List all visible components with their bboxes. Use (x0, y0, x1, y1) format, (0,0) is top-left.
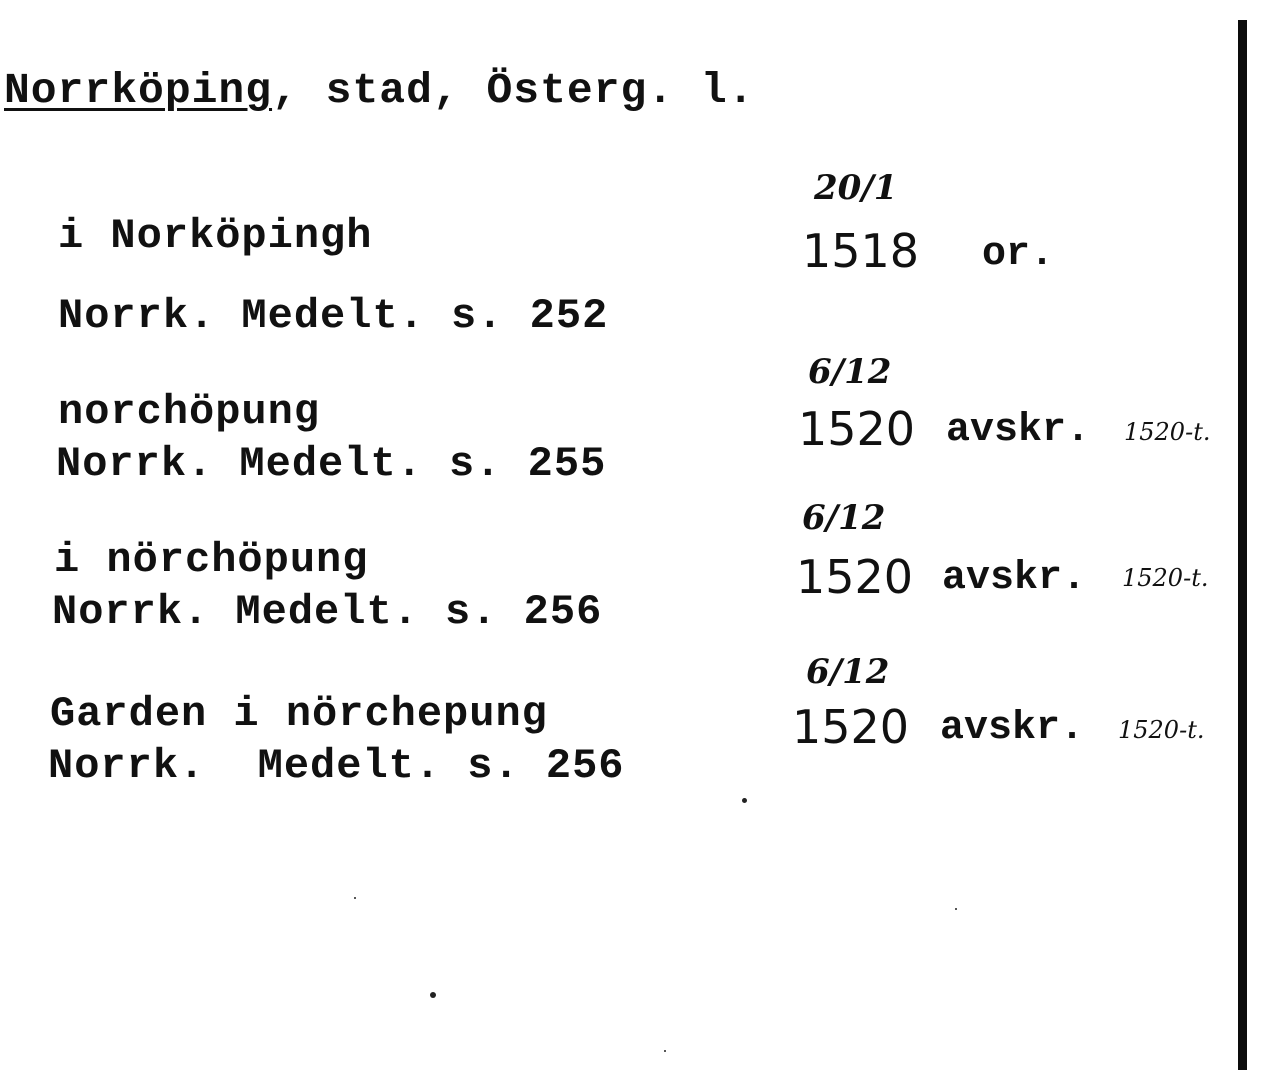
scan-speck (955, 908, 957, 910)
entry-1-note: or. (982, 232, 1055, 277)
entry-4-note: avskr. (940, 706, 1085, 751)
entry-4-date: 6/12 (806, 652, 890, 692)
entry-3-form: i nörchöpung (54, 536, 369, 584)
entry-2-source: Norrk. Medelt. s. 255 (56, 440, 607, 488)
entry-4-year: 1520 (792, 700, 910, 754)
entry-3-note: avskr. (942, 556, 1087, 601)
place-name: Norrköping (4, 66, 273, 115)
scan-speck (742, 798, 747, 803)
entry-3-hand-note: 1520-t. (1122, 564, 1209, 592)
entry-1-year: 1518 (802, 224, 920, 278)
card-heading (4, 66, 755, 115)
entry-3-source: Norrk. Medelt. s. 256 (52, 588, 603, 636)
entry-2-note: avskr. (946, 408, 1091, 453)
scan-speck (354, 897, 356, 899)
entry-2-date: 6/12 (808, 352, 892, 392)
entry-3-date: 6/12 (802, 498, 886, 538)
entry-2-form: norchöpung (58, 388, 321, 436)
entry-2-hand-note: 1520-t. (1124, 418, 1211, 446)
place-description: , stad, Österg. l. (272, 66, 755, 115)
scan-speck (664, 1050, 666, 1052)
card-edge-shadow (1238, 20, 1247, 1070)
entry-4-form: Garden i nörchepung (50, 690, 548, 738)
entry-1-date: 20/1 (814, 168, 898, 208)
entry-2-year: 1520 (798, 402, 916, 456)
entry-4-source: Norrk. Medelt. s. 256 (48, 742, 625, 790)
entry-3-year: 1520 (796, 550, 914, 604)
entry-1-source: Norrk. Medelt. s. 252 (58, 292, 609, 340)
entry-4-hand-note: 1520-t. (1118, 716, 1205, 744)
entry-1-form: i Norköpingh (58, 212, 373, 260)
scan-speck (430, 992, 436, 998)
